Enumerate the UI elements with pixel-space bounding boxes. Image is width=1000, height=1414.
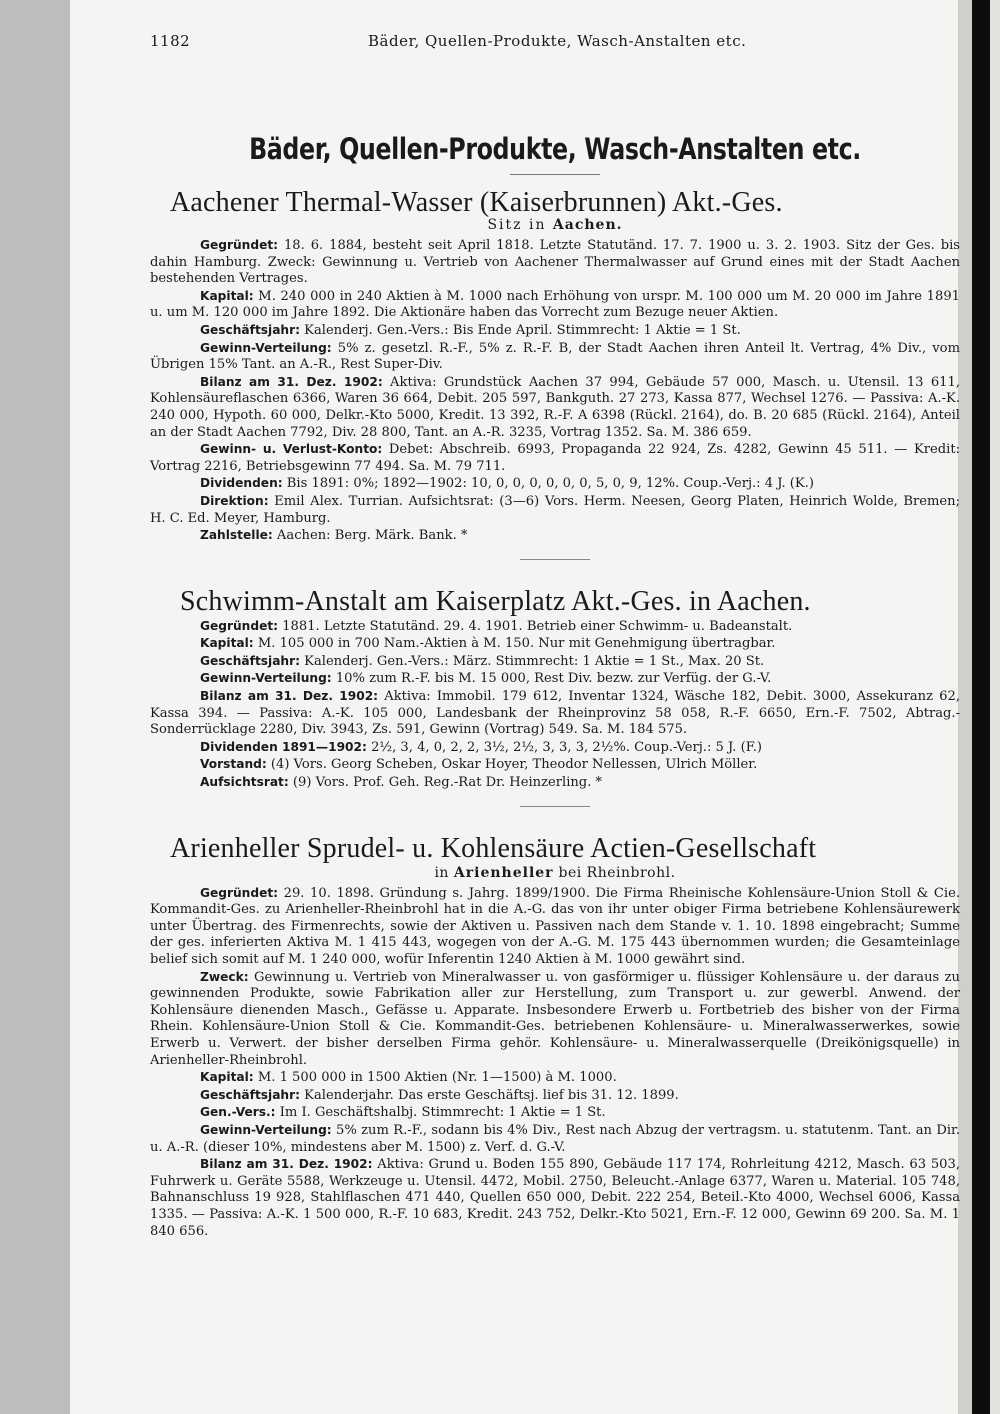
entry-text: M. 240 000 in 240 Aktien à M. 1000 nach Erhöhung von urspr. M. 100 000 um M. 20 000 im Jahre 1891 u. um M. 120 000 im Jahre 1892. Die Aktionäre haben das Vorrecht zum Bezuge neuer Aktien. (150, 288, 960, 321)
entry-paragraph (150, 1122, 960, 1156)
entry-paragraph (150, 1104, 960, 1122)
entry-label: Gewinn-Verteilung: (200, 340, 332, 355)
entry-text: Aktiva: Immobil. 179 612, Inventar 1324, Wäsche 182, Debit. 3000, Assekuranz 62, Kassa 394. — Passiva: A.-K. 105 000, Landesbank der Rheinprovinz 58 058, R.-F. 6650, Ern.-F. 7502, Abtrag.-Sonderrücklage 2280, Div. 3943, Zs. 591, Gewinn (Vortrag) 549. Sa. M. 184 575. (150, 689, 960, 738)
entry-label: Aufsichtsrat: (200, 775, 289, 790)
entry-paragraph (150, 618, 960, 636)
facing-page-edge (990, 0, 1000, 1414)
entry-label: Gegründet: (200, 238, 279, 252)
entry-label: Bilanz am 31. Dez. 1902: (200, 1157, 373, 1172)
book-spine (972, 0, 990, 1414)
entry-label: Geschäftsjahr: (200, 322, 300, 337)
entry-text: Kalenderjahr. Das erste Geschäftsj. lief bis 31. 12. 1899. (300, 1087, 679, 1103)
entry-text: Kalenderj. Gen.-Vers.: März. Stimmrecht: 1 Aktie = 1 St., Max. 20 St. (300, 653, 765, 669)
entry-paragraph (150, 635, 960, 653)
entry-paragraph (150, 756, 960, 774)
entry-paragraph (150, 774, 960, 792)
document-page (150, 30, 960, 1240)
entry-paragraph (150, 475, 960, 493)
entry-text: 18. 6. 1884, besteht seit April 1818. Letzte Statutänd. 17. 7. 1900 u. 3. 2. 1903. Sitz der Ges. bis dahin Hamburg. Zweck: Gewinnung u. Vertrieb von Aachener Thermalwasser auf Grund eines mit der Stadt Aachen bestehenden Vertrages. (150, 238, 960, 287)
entry-label: Gewinn- u. Verlust-Konto: (200, 442, 383, 457)
entry-label: Geschäftsjahr: (200, 1087, 300, 1102)
entry-paragraph (150, 237, 960, 288)
entry-label: Kapital: (200, 636, 254, 651)
entry-text: Gewinnung u. Vertrieb von Mineralwasser u. von gasförmiger u. flüssiger Kohlensäure u. der daraus zu gewinnenden Produkte, sowie Fabrikation aller zur Herstellung, zum Transport u. zur gewerbl. Anwend. der Kohlensäure dienenden Masch., Gefässe u. Apparate. Insbesondere Erwerb u. Fortbetrieb des bisher von der Firma Rhein. Kohlensäure-Union Stoll & Cie. Kommandit-Ges. betriebenen Kohlensäure- u. Mineralwasserwerkes, sowie Erwerb u. Verwert. der bisher derselben Firma gehör. Kohlensäure- u. Mineralwasserquelle (Dreikönigsquelle) in Arienheller-Rheinbrohl. (150, 969, 960, 1068)
company-title: Arienheller Sprudel- u. Kohlensäure Actien-Gesellschaft (170, 832, 817, 864)
entry-label: Gen.-Vers.: (200, 1105, 276, 1120)
entry-text: Debet: Abschreib. 6993, Propaganda 22 924, Zs. 4282, Gewinn 45 511. — Kredit: Vortrag 2216, Betriebsgewinn 77 494. Sa. M. 79 711. (150, 442, 960, 474)
entry-text: Aktiva: Grundstück Aachen 37 994, Gebäude 57 000, Masch. u. Utensil. 13 611, Kohlensäureflaschen 6366, Waren 36 664, Debit. 205 597, Bankguth. 27 273, Kassa 877, Wechsel 1276. — Passiva: A.-K. 240 000, Hypoth. 60 000, Delkr.-Kto 5000, Kredit. 13 392, R.-F. A 6398 (Rückl. 2164), do. B. 20 685 (Rückl. 2164), Anteil an der Stadt Aachen 7792, Div. 28 800, Tant. an A.-R. 3235, Vortrag 1352. Sa. M. 386 659. (150, 374, 960, 440)
company-title: Aachener Thermal-Wasser (Kaiserbrunnen) Akt.-Ges. (170, 187, 783, 218)
entry-label: Zweck: (200, 969, 249, 984)
entry-separator (520, 559, 590, 560)
entry-label: Kapital: (200, 1070, 254, 1085)
seat-city: Arienheller (453, 864, 554, 881)
entry-paragraph (150, 1156, 960, 1240)
entry-label: Dividenden 1891—1902: (200, 739, 367, 754)
entry-separator (520, 806, 590, 807)
entry-paragraph (150, 1069, 960, 1087)
entry-text: (9) Vors. Prof. Geh. Reg.-Rat Dr. Heinzerling. * (288, 775, 603, 791)
entry-label: Bilanz am 31. Dez. 1902: (200, 374, 383, 389)
seat-city: Aachen. (552, 217, 623, 233)
entry-text: (4) Vors. Georg Scheben, Oskar Hoyer, Theodor Nellessen, Ulrich Möller. (266, 757, 758, 773)
entry-paragraph (150, 493, 960, 527)
left-page-margin (0, 0, 70, 1414)
entry-text: 10% zum R.-F. bis M. 15 000, Rest Div. bezw. zur Verfüg. der G.-V. (331, 671, 772, 687)
entry-text: M. 105 000 in 700 Nam.-Aktien à M. 150. Nur mit Genehmigung übertragbar. (253, 636, 776, 652)
section-title: Bäder, Quellen-Produkte, Wasch-Anstalten etc. (249, 132, 861, 166)
company-seat (150, 865, 960, 881)
running-title: Bäder, Quellen-Produkte, Wasch-Anstalten etc. (368, 32, 747, 50)
entry-label: Gewinn-Verteilung: (200, 1122, 332, 1137)
entry-paragraph (150, 969, 960, 1070)
entry-paragraph (150, 653, 960, 671)
entry-paragraph (150, 1087, 960, 1105)
entry-text: 5% z. gesetzl. R.-F., 5% z. R.-F. B, der Stadt Aachen ihren Anteil lt. Vertrag, 4% Div., vom Übrigen 15% Tant. an A.-R., Rest Super-Div. (150, 340, 960, 373)
entry-label: Zahlstelle: (200, 528, 273, 543)
running-header (150, 30, 960, 60)
entry-text: Bis 1891: 0%; 1892—1902: 10, 0, 0, 0, 0, 0, 0, 5, 0, 9, 12%. Coup.-Verj.: 4 J. (K.) (282, 476, 814, 492)
entry-paragraph (150, 322, 960, 340)
entry-label: Kapital: (200, 288, 254, 303)
entry-paragraph (150, 688, 960, 739)
entry-paragraph (150, 288, 960, 322)
entry-paragraph (150, 739, 960, 757)
company-entry (150, 586, 960, 807)
seat-suffix: bei Rheinbrohl. (558, 864, 676, 881)
entry-label: Gegründet: (200, 885, 279, 900)
entry-text: 29. 10. 1898. Gründung s. Jahrg. 1899/1900. Die Firma Rheinische Kohlensäure-Union Stoll & Cie. Kommandit-Ges. zu Arienheller-Rheinbrohl hat in die A.-G. das von ihr unter obiger Firma betriebene Kohlensäurewerk unter Übertrag. des Firmenrechts, sowie der Aktiven u. Passiven nach dem Stande v. 1. 10. 1898 eingebracht; Summe der ges. inferierten Aktiva M. 1 415 443, wogegen von der A.-G. M. 175 443 übernommen wurden; die Gesamteinlage belief sich somit auf M. 1 240 000, wofür Inferentin 1240 Aktien à M. 1000 gewährt sind. (150, 885, 960, 967)
entry-label: Geschäftsjahr: (200, 653, 300, 668)
company-title: Schwimm-Anstalt am Kaiserplatz Akt.-Ges. in Aachen. (180, 585, 811, 617)
entry-label: Bilanz am 31. Dez. 1902: (200, 689, 379, 704)
entry-text: Aktiva: Grund u. Boden 155 890, Gebäude 117 174, Rohrleitung 4212, Masch. 63 503, Fuhrwerk u. Geräte 5588, Werkzeuge u. Utensil. 4472, Mobil. 2750, Beleucht.-Anlage 6377, Waren u. Material. 105 748, Bahnanschluss 19 928, Stahlflaschen 471 440, Quellen 650 000, Debit. 222 254, Beteil.-Kto 4000, Wechsel 6006, Kassa 1335. — Passiva: A.-K. 1 500 000, R.-F. 10 683, Kredit. 243 752, Delkr.-Kto 5021, Ern.-F. 12 000, Gewinn 69 200. Sa. M. 1 840 656. (150, 1157, 960, 1239)
company-seat (150, 217, 960, 233)
entry-text: Kalenderj. Gen.-Vers.: Bis Ende April. Stimmrecht: 1 Aktie = 1 St. (300, 322, 741, 338)
entry-paragraph (150, 670, 960, 688)
entry-paragraph (150, 527, 960, 545)
page-number: 1182 (150, 32, 191, 50)
entry-text: Im I. Geschäftshalbj. Stimmrecht: 1 Aktie = 1 St. (275, 1105, 606, 1121)
entry-paragraph (150, 340, 960, 374)
entry-label: Dividenden: (200, 476, 283, 491)
entry-paragraph (150, 374, 960, 441)
seat-prefix: Sitz in (487, 217, 547, 233)
entry-label: Vorstand: (200, 757, 267, 772)
entry-text: Emil Alex. Turrian. Aufsichtsrat: (3—6) Vors. Herm. Neesen, Georg Platen, Heinrich Wolde, Bremen; H. C. Ed. Meyer, Hamburg. (150, 493, 960, 526)
entry-label: Direktion: (200, 493, 269, 508)
company-entry (150, 187, 960, 560)
entry-text: 1881. Letzte Statutänd. 29. 4. 1901. Betrieb einer Schwimm- u. Badeanstalt. (278, 618, 793, 634)
title-rule (510, 174, 600, 175)
entry-text: Aachen: Berg. Märk. Bank. * (272, 528, 468, 544)
entry-text: M. 1 500 000 in 1500 Aktien (Nr. 1—1500) à M. 1000. (253, 1070, 617, 1086)
seat-prefix: in (434, 864, 449, 881)
entry-paragraph (150, 441, 960, 475)
gutter-shadow (958, 0, 972, 1414)
entry-label: Gewinn-Verteilung: (200, 671, 332, 686)
entry-text: 5% zum R.-F., sodann bis 4% Div., Rest nach Abzug der vertragsm. u. statutenm. Tant. an Dir. u. A.-R. (dieser 10%, mindestens aber M. 1500) z. Verf. d. G.-V. (150, 1122, 960, 1155)
entry-label: Gegründet: (200, 618, 279, 633)
entry-paragraph (150, 885, 960, 969)
company-entry (150, 833, 960, 1240)
entry-text: 2½, 3, 4, 0, 2, 2, 3½, 2½, 3, 3, 3, 2½%. Coup.-Verj.: 5 J. (F.) (366, 739, 763, 755)
